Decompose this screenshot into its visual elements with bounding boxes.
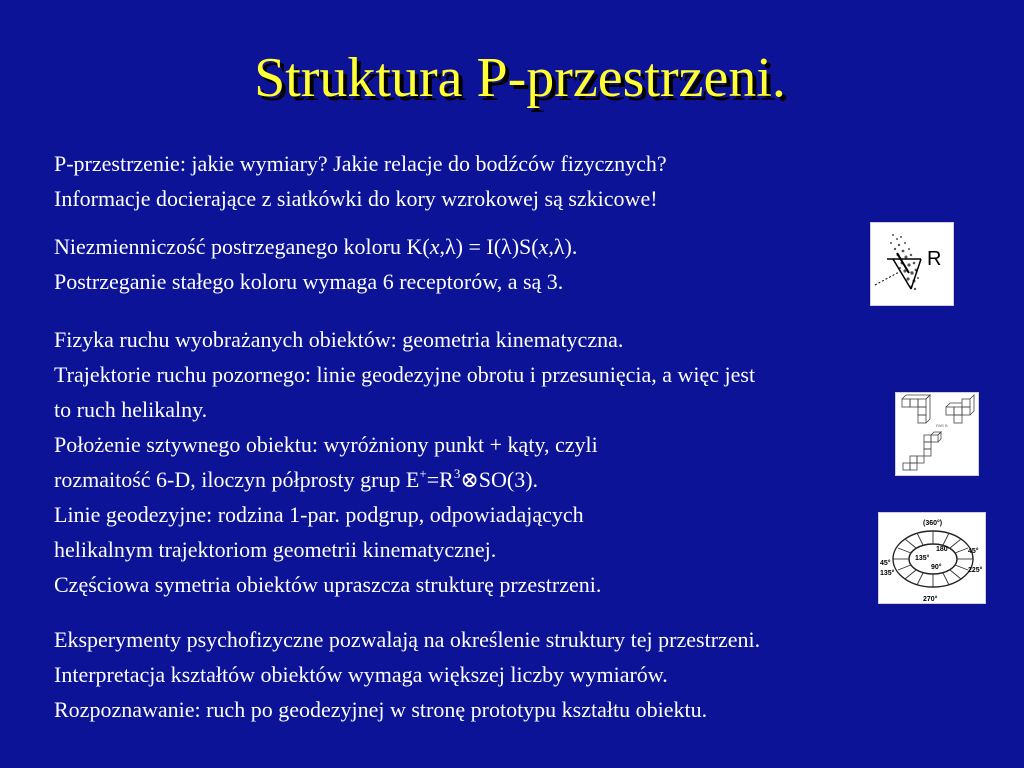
- svg-text:PAR B: PAR B: [936, 423, 948, 428]
- text-line: Częściowa symetria obiektów upraszcza strukturę przestrzeni.: [54, 572, 602, 597]
- text-line: P-przestrzenie: jakie wymiary? Jakie relacje do bodźców fizycznych?: [54, 151, 667, 176]
- color-constancy-formula: [54, 229, 577, 264]
- formula-text: Niezmienniczość postrzeganego koloru K(: [54, 234, 430, 259]
- text-line: helikalnym trajektoriom geometrii kinematycznej.: [54, 537, 497, 562]
- formula-text: ) = I(: [455, 234, 502, 259]
- formula-text: =R: [426, 467, 454, 492]
- fig-angle-label: 90°: [931, 564, 942, 571]
- text-line: Informacje docierające z siatkówki do kory wzrokowej są szkicowe!: [54, 186, 658, 211]
- formula-otimes: ⊗: [460, 467, 479, 492]
- text-line: Interpretacja kształtów obiektów wymaga większej liczby wymiarów.: [54, 662, 668, 687]
- formula-text: rozmaitość 6-D, iloczyn półprosty grup E: [54, 467, 420, 492]
- formula-sup-plus: +: [419, 466, 427, 481]
- formula-lambda: λ: [553, 234, 565, 259]
- formula-var-x: x: [538, 234, 549, 259]
- fig-angle-label: 135°: [880, 570, 895, 577]
- paragraph-color: [54, 229, 577, 299]
- text-line: Postrzeganie stałego koloru wymaga 6 receptorów, a są 3.: [54, 269, 564, 294]
- mental-rotation-figure: [895, 392, 979, 476]
- fig-angle-label: 45°: [880, 560, 891, 567]
- text-line: Fizyka ruchu wyobrażanych obiektów: geometria kinematyczna.: [54, 327, 624, 352]
- formula-sup-three: 3: [453, 466, 461, 481]
- torus-helix-icon: [879, 513, 986, 604]
- formula-text: ).: [564, 234, 578, 259]
- rotated-blocks-icon: [896, 393, 979, 476]
- text-line: to ruch helikalny.: [54, 397, 208, 422]
- formula-text: SO(3).: [478, 467, 539, 492]
- paragraph-experiments: [54, 622, 760, 727]
- color-space-figure: [870, 222, 954, 306]
- fig-angle-label: 270°: [923, 596, 938, 603]
- text-line: Eksperymenty psychofizyczne pozwalają na określenie struktury tej przestrzeni.: [54, 627, 761, 652]
- text-line: Położenie sztywnego obiektu: wyróżniony punkt + kąty, czyli: [54, 432, 598, 457]
- fig-angle-label: 45°: [968, 548, 979, 555]
- text-line: Rozpoznawanie: ruch po geodezyjnej w stronę prototypu kształtu obiektu.: [54, 697, 708, 722]
- text-line: Trajektorie ruchu pozornego: linie geodezyjne obrotu i przesunięcia, a więc jest: [54, 362, 756, 387]
- fig-angle-label: 225°: [968, 567, 983, 574]
- text-line: Linie geodezyjne: rodzina 1-par. podgrup, odpowiadających: [54, 502, 584, 527]
- fig-angle-label: (360°): [923, 520, 943, 527]
- formula-text: )S(: [511, 234, 539, 259]
- fig-label-r: R: [927, 248, 942, 270]
- fig-angle-label: 135°: [915, 555, 930, 562]
- formula-comma: ,: [548, 234, 554, 259]
- fig-angle-label: 180: [936, 546, 948, 553]
- paragraph-kinematics: [54, 322, 755, 602]
- paragraph-retina: [54, 146, 667, 216]
- formula-comma: ,: [439, 234, 445, 259]
- formula-lambda: λ: [444, 234, 456, 259]
- helical-trajectory-figure: [878, 512, 986, 604]
- color-cone-icon: [871, 223, 954, 306]
- group-formula-line: [54, 462, 755, 497]
- slide-title: Struktura P-przestrzeni.: [254, 47, 786, 109]
- formula-lambda: λ: [501, 234, 512, 259]
- formula-var-x: x: [429, 234, 440, 259]
